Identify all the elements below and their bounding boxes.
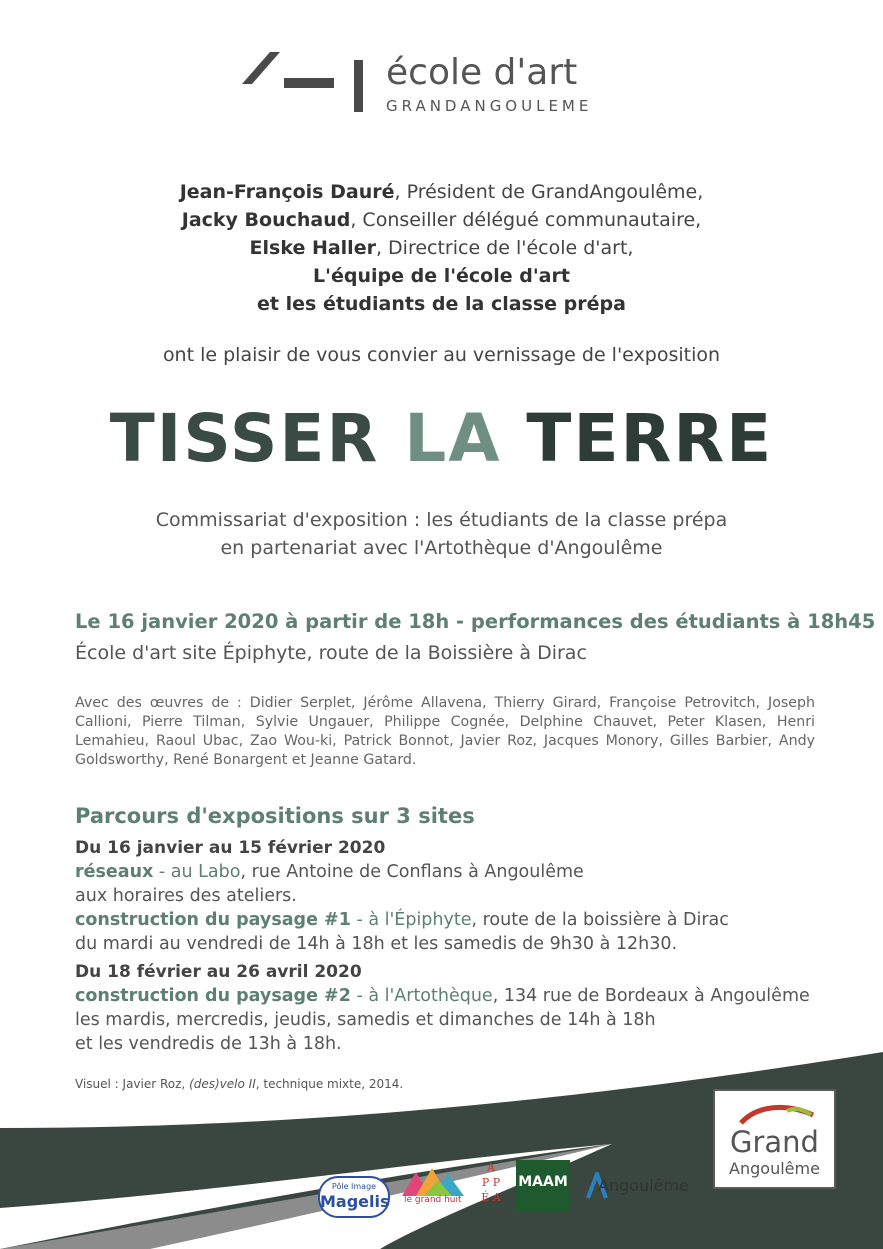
swoosh-icon — [737, 1101, 817, 1127]
site-paysage-1: construction du paysage #1 - à l'Épiphyte, route de la boissière à Dirac — [75, 910, 729, 930]
logo-subtitle: GRANDANGOULEME — [386, 97, 593, 115]
magelis-logo: Pôle Image Magelis — [318, 1176, 390, 1218]
site-paysage-2: construction du paysage #2 - à l'Artothèque, 134 rue de Bordeaux à Angoulême — [75, 986, 810, 1006]
title-word: TERRE — [526, 400, 774, 477]
site-paysage-2-hours: les mardis, mercredis, jeudis, samedis et dimanches de 14h à 18h — [75, 1010, 656, 1030]
appea-logo: A P P É A — [481, 1161, 501, 1204]
artists-list: Avec des œuvres de : Didier Serplet, Jérôme Allavena, Thierry Girard, Françoise Petrovitch, Joseph Callioni, Pierre Tilman, Sylvie Ungauer, Philippe Cognée, Delphine Chauvet, Peter Klasen, Henri Lemahieu, Raoul Ubac, Zao Wou-ki, Patrick Bonnot, Javier Roz, Jacques Monory, Gilles Barbier, Andy Goldsworthy, René Bonargent et Jeanne Gatard. — [75, 695, 815, 768]
title-word: LA — [404, 400, 502, 477]
host-line: et les étudiants de la classe prépa — [257, 293, 626, 315]
visual-credit: Visuel : Javier Roz, (des)velo II, technique mixte, 2014. — [75, 1077, 404, 1091]
host-line: Elske Haller, Directrice de l'école d'art, — [249, 237, 634, 259]
host-line: L'équipe de l'école d'art — [313, 265, 570, 287]
route-title: Parcours d'expositions sur 3 sites — [75, 804, 475, 828]
period-1-heading: Du 16 janvier au 15 février 2020 — [75, 838, 386, 858]
site-reseaux-hours: aux horaires des ateliers. — [75, 886, 297, 906]
host-line: Jacky Bouchaud, Conseiller délégué communautaire, — [181, 209, 702, 231]
host-line: Jean-François Dauré, Président de GrandAngoulême, — [179, 181, 704, 203]
hosts-block — [0, 178, 883, 318]
angouleme-city-logo: Angoulême — [586, 1170, 706, 1204]
opening-venue: École d'art site Épiphyte, route de la Boissière à Dirac — [75, 642, 587, 664]
maam-logo: MAAM — [516, 1160, 570, 1212]
site-paysage-1-hours: du mardi au vendredi de 14h à 18h et les samedis de 9h30 à 12h30. — [75, 934, 678, 954]
ecole-dart-logo-icon — [232, 44, 372, 114]
title-word: TISSER — [109, 400, 380, 477]
grand-huit-logo: le grand huit — [402, 1166, 466, 1220]
grandangouleme-logo: Grand Angoulême — [713, 1089, 836, 1189]
logo-title: école d'art — [386, 52, 578, 93]
site-paysage-2-hours-2: et les vendredis de 13h à 18h. — [75, 1034, 342, 1054]
invitation-text: ont le plaisir de vous convier au vernissage de l'exposition — [162, 344, 721, 366]
period-2-heading: Du 18 février au 26 avril 2020 — [75, 962, 362, 982]
curation-text: Commissariat d'exposition : les étudiants de la classe prépa en partenariat avec l'Artothèque d'Angoulême — [155, 509, 728, 559]
site-reseaux: réseaux - au Labo, rue Antoine de Conflans à Angoulême — [75, 862, 584, 882]
opening-date: Le 16 janvier 2020 à partir de 18h - performances des étudiants à 18h45 — [75, 610, 876, 633]
exhibition-title — [0, 400, 883, 477]
mountains-icon — [402, 1166, 466, 1196]
